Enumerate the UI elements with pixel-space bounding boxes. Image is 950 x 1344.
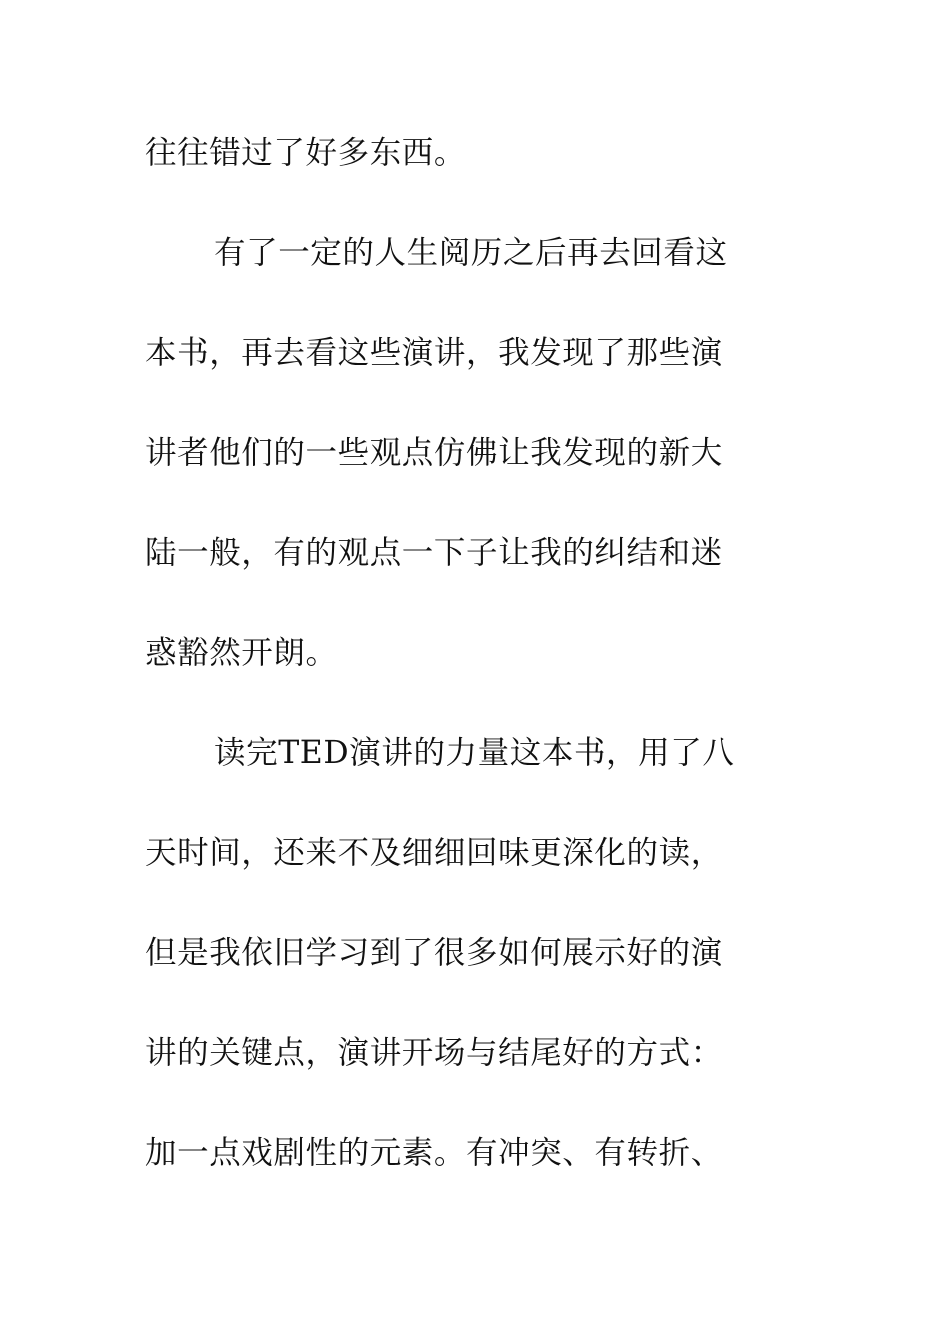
text-line: 有了一定的人生阅历之后再去回看这 xyxy=(214,235,728,271)
text-line: 天时间，还来不及细细回味更深化的读， xyxy=(145,835,723,871)
text-line: 讲的关键点，演讲开场与结尾好的方式： xyxy=(145,1035,723,1071)
text-line: 往往错过了好多东西。 xyxy=(145,135,467,171)
text-line: 陆一般，有的观点一下子让我的纠结和迷 xyxy=(145,535,723,571)
text-line: 惑豁然开朗。 xyxy=(145,635,338,671)
text-line: 读完TED演讲的力量这本书，用了八 xyxy=(214,735,735,771)
body-text xyxy=(145,122,795,1222)
text-line: 加一点戏剧性的元素。有冲突、有转折、 xyxy=(145,1135,723,1171)
text-line: 但是我依旧学习到了很多如何展示好的演 xyxy=(145,935,723,971)
text-line: 本书，再去看这些演讲，我发现了那些演 xyxy=(145,335,723,371)
text-line: 讲者他们的一些观点仿佛让我发现的新大 xyxy=(145,435,723,471)
